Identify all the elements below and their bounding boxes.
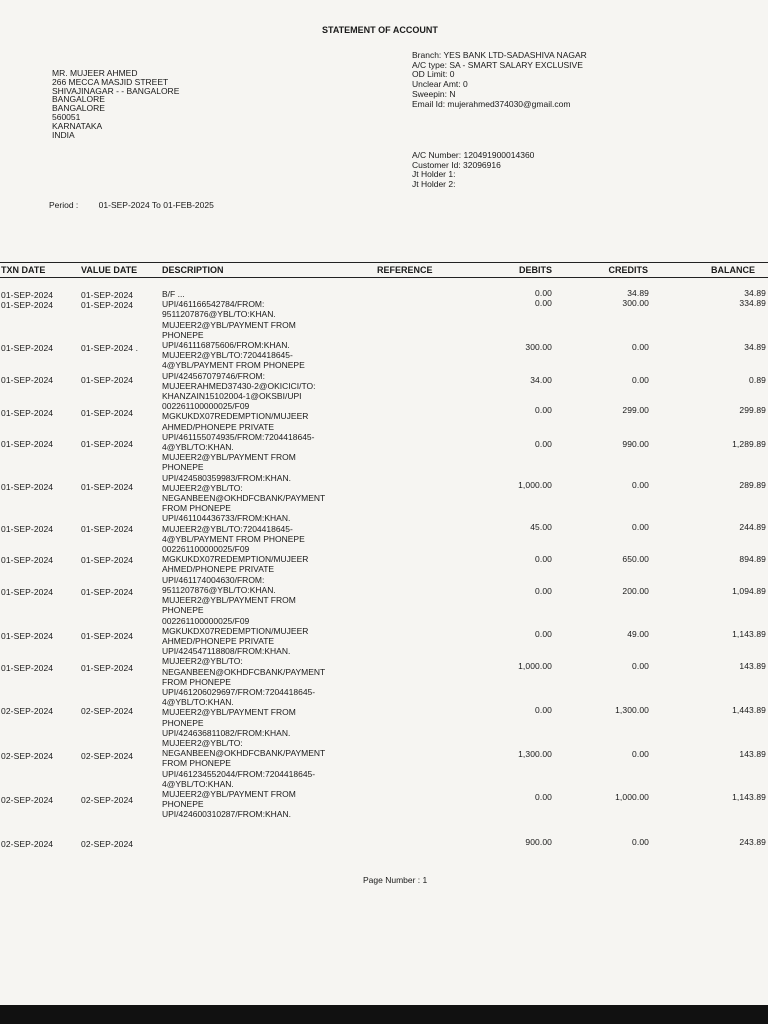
description-line: UPI/424636811082/FROM:KHAN. (162, 727, 291, 738)
description-line: MUJEER2@YBL/TO: (162, 737, 243, 748)
address-line: INDIA (52, 129, 75, 140)
credit-cell: 1,000.00 (615, 792, 649, 802)
value-date-cell: 02-SEP-2024 (81, 795, 134, 805)
page-number: Page Number : 1 (363, 875, 428, 885)
value-date-cell: 01-SEP-2024 (81, 631, 134, 641)
credit-cell: 0.00 (632, 342, 649, 352)
description-line: MGKUKDX07REDEMPTION/MUJEER (162, 554, 309, 565)
description-line: MGKUKDX07REDEMPTION/MUJEER (162, 411, 309, 422)
period-label: Period : (49, 200, 79, 210)
statement-period (49, 200, 214, 210)
address-line: MR. MUJEER AHMED (52, 68, 138, 78)
credit-cell: 300.00 (622, 298, 649, 308)
col-value-date: VALUE DATE (81, 265, 138, 275)
balance-cell: 34.89 (744, 342, 766, 352)
txn-date-cell: 01-SEP-2024 (1, 663, 54, 673)
description-line: MUJEER2@YBL/TO: (162, 482, 243, 493)
description-line: MGKUKDX07REDEMPTION/MUJEER (162, 625, 309, 636)
txn-date-cell: 01-SEP-2024 (1, 375, 54, 385)
value-date-cell: 01-SEP-2024 (81, 663, 134, 673)
debit-cell: 900.00 (525, 837, 552, 847)
debit-cell: 0.00 (535, 554, 552, 564)
address-line: KARNATAKA (52, 120, 103, 131)
credit-cell: 0.00 (632, 375, 649, 385)
value-date-cell: 01-SEP-2024 (81, 375, 134, 385)
value-date-cell: 02-SEP-2024 (81, 839, 134, 849)
debit-cell: 1,000.00 (518, 480, 552, 490)
header-bottom-rule (0, 277, 768, 278)
description-line: MUJEER2@YBL/TO:7204418645- (162, 523, 293, 534)
description-line: UPI/461174004630/FROM: (162, 574, 265, 585)
col-credits: CREDITS (608, 265, 648, 275)
txn-date-cell: 01-SEP-2024 (1, 482, 54, 492)
description-line: FROM PHONEPE (162, 676, 231, 687)
value-date-cell: 01-SEP-2024 (81, 439, 134, 449)
description-line: 4@YBL/PAYMENT FROM PHONEPE (162, 533, 305, 544)
description-line: UPI/461206029697/FROM:7204418645- (162, 686, 316, 697)
credit-cell: 34.89 (627, 288, 649, 298)
description-line: UPI/424600310287/FROM:KHAN. (162, 809, 291, 820)
description-line: UPI/424567079746/FROM: (162, 370, 266, 381)
txn-date-cell: 01-SEP-2024 (1, 587, 54, 597)
debit-cell: 0.00 (535, 705, 552, 715)
col-balance: BALANCE (711, 265, 755, 275)
balance-cell: 143.89 (739, 749, 766, 759)
value-date-cell: 01-SEP-2024 (81, 408, 134, 418)
balance-cell: 0.89 (749, 375, 766, 385)
email-line: Email Id: mujerahmed374030@gmail.com (412, 98, 571, 109)
address-line: BANGALORE (52, 103, 105, 114)
value-date-cell: 01-SEP-2024 (81, 300, 134, 310)
credit-cell: 990.00 (622, 439, 649, 449)
debit-cell: 0.00 (535, 288, 552, 298)
description-line: UPI/461234552044/FROM:7204418645- (162, 768, 316, 779)
account-info (412, 151, 534, 190)
balance-cell: 299.89 (739, 405, 766, 415)
description-line: PHONEPE (162, 462, 204, 473)
description-line: AHMED/PHONEPE PRIVATE (162, 635, 275, 646)
description-line: UPI/461116875606/FROM:KHAN. (162, 340, 290, 351)
txn-date-cell: 01-SEP-2024 (1, 555, 54, 565)
unclear-amount-line: Unclear Amt: 0 (412, 79, 468, 90)
description-line: MUJEER2@YBL/TO: (162, 656, 243, 667)
description-line: MUJEERAHMED37430-2@OKICICI/TO: (162, 380, 316, 391)
description-line: UPI/461104436733/FROM:KHAN. (162, 513, 291, 524)
balance-cell: 1,143.89 (732, 792, 766, 802)
debit-cell: 1,300.00 (518, 749, 552, 759)
txn-date-cell: 01-SEP-2024 (1, 439, 54, 449)
balance-cell: 243.89 (739, 837, 766, 847)
customer-id-line: Customer Id: 32096916 (412, 159, 501, 170)
balance-cell: 244.89 (739, 522, 766, 532)
joint-holder-1-line: Jt Holder 1: (412, 169, 456, 180)
description-line: KHANZAIN15102004-1@OKSBI/UPI (162, 391, 302, 402)
description-line: FROM PHONEPE (162, 758, 231, 769)
joint-holder-2-line: Jt Holder 2: (412, 179, 456, 190)
description-line: MUJEER2@YBL/PAYMENT FROM (162, 452, 296, 463)
col-txn-date: TXN DATE (1, 265, 46, 275)
description-line: 4@YBL/TO:KHAN. (162, 442, 234, 453)
description-line: MUJEER2@YBL/PAYMENT FROM (162, 595, 296, 606)
account-number-line: A/C Number: 120491900014360 (412, 150, 535, 160)
credit-cell: 1,300.00 (615, 705, 649, 715)
debit-cell: 1,000.00 (518, 661, 552, 671)
description-line: 4@YBL/TO:KHAN. (162, 778, 234, 789)
balance-cell: 1,143.89 (732, 629, 766, 639)
debit-cell: 0.00 (535, 405, 552, 415)
address-line: BANGALORE (52, 94, 105, 105)
col-description: DESCRIPTION (162, 265, 224, 275)
txn-date-cell: 01-SEP-2024 (1, 631, 54, 641)
credit-cell: 299.00 (622, 405, 649, 415)
description-line: 4@YBL/TO:KHAN. (162, 697, 234, 708)
description-line: UPI/424580359983/FROM:KHAN. (162, 472, 291, 483)
debit-cell: 0.00 (535, 298, 552, 308)
description-line: PHONEPE (162, 717, 204, 728)
branch-line: Branch: YES BANK LTD-SADASHIVA NAGAR (412, 50, 587, 60)
od-limit-line: OD Limit: 0 (412, 69, 455, 80)
account-type-line: A/C type: SA - SMART SALARY EXCLUSIVE (412, 59, 583, 70)
header-top-rule (0, 262, 768, 263)
txn-date-cell: 02-SEP-2024 (1, 751, 54, 761)
value-date-cell: 02-SEP-2024 (81, 706, 134, 716)
credit-cell: 0.00 (632, 837, 649, 847)
balance-cell: 1,289.89 (732, 439, 766, 449)
description-line: MUJEER2@YBL/PAYMENT FROM (162, 788, 296, 799)
description-line: PHONEPE (162, 799, 204, 810)
txn-date-cell: 01-SEP-2024 (1, 300, 54, 310)
txn-date-cell: 01-SEP-2024 (1, 290, 54, 300)
value-date-cell: 02-SEP-2024 (81, 751, 134, 761)
description-line: NEGANBEEN@OKHDFCBANK/PAYMENT (162, 748, 326, 759)
txn-date-cell: 02-SEP-2024 (1, 839, 54, 849)
description-line: NEGANBEEN@OKHDFCBANK/PAYMENT (162, 666, 326, 677)
debit-cell: 0.00 (535, 439, 552, 449)
value-date-cell: 01-SEP-2024 . (81, 343, 139, 353)
description-column (162, 289, 325, 820)
balance-cell: 1,094.89 (732, 586, 766, 596)
description-line: MUJEER2@YBL/PAYMENT FROM (162, 319, 296, 330)
col-reference: REFERENCE (377, 265, 433, 275)
balance-cell: 334.89 (739, 298, 766, 308)
description-line: 002261100000025/F09 (162, 544, 250, 555)
address-line: 266 MECCA MASJID STREET (52, 76, 169, 87)
description-line: UPI/461155074935/FROM:7204418645- (162, 431, 315, 442)
debit-cell: 45.00 (530, 522, 552, 532)
col-debits: DEBITS (518, 265, 552, 275)
credit-cell: 200.00 (622, 586, 649, 596)
description-line: AHMED/PHONEPE PRIVATE (162, 421, 275, 432)
value-date-cell: 01-SEP-2024 (81, 290, 134, 300)
balance-cell: 1,443.89 (732, 705, 766, 715)
txn-date-cell: 01-SEP-2024 (1, 343, 54, 353)
credit-cell: 0.00 (632, 749, 649, 759)
description-line: MUJEER2@YBL/TO:7204418645- (162, 350, 293, 361)
description-line: UPI/424547118808/FROM:KHAN. (162, 646, 291, 657)
debit-cell: 0.00 (535, 629, 552, 639)
value-date-cell: 01-SEP-2024 (81, 482, 134, 492)
description-line: 4@YBL/PAYMENT FROM PHONEPE (162, 360, 305, 371)
credit-cell: 650.00 (622, 554, 649, 564)
credit-cell: 49.00 (627, 629, 649, 639)
description-line: NEGANBEEN@OKHDFCBANK/PAYMENT (162, 493, 326, 504)
txn-date-cell: 01-SEP-2024 (1, 524, 54, 534)
debit-cell: 300.00 (525, 342, 552, 352)
address-line: SHIVAJINAGAR - - BANGALORE (52, 85, 180, 96)
debit-cell: 0.00 (535, 586, 552, 596)
customer-address (52, 69, 179, 139)
description-line: 002261100000025/F09 (162, 401, 250, 412)
description-line: PHONEPE (162, 329, 204, 340)
description-line: PHONEPE (162, 605, 204, 616)
debit-cell: 0.00 (535, 792, 552, 802)
description-line: MUJEER2@YBL/PAYMENT FROM (162, 707, 296, 718)
scan-bottom-edge (0, 1005, 768, 1024)
value-date-cell: 01-SEP-2024 (81, 555, 134, 565)
statement-title: STATEMENT OF ACCOUNT (322, 25, 438, 35)
balance-cell: 894.89 (739, 554, 766, 564)
balance-cell: 143.89 (739, 661, 766, 671)
description-line: FROM PHONEPE (162, 503, 231, 514)
txn-date-cell: 02-SEP-2024 (1, 795, 54, 805)
balance-cell: 34.89 (744, 288, 766, 298)
credit-cell: 0.00 (632, 522, 649, 532)
description-line: 002261100000025/F09 (162, 615, 250, 626)
description-line: AHMED/PHONEPE PRIVATE (162, 564, 275, 575)
description-line: UPI/461166542784/FROM: (162, 299, 265, 310)
balance-cell: 289.89 (739, 480, 766, 490)
address-line: 560051 (52, 111, 81, 122)
description-line: 9511207876@YBL/TO:KHAN. (162, 309, 276, 320)
credit-cell: 0.00 (632, 480, 649, 490)
value-date-cell: 01-SEP-2024 (81, 587, 134, 597)
description-line: 9511207876@YBL/TO:KHAN. (162, 584, 276, 595)
branch-info (412, 51, 587, 109)
debit-cell: 34.00 (530, 375, 552, 385)
txn-date-cell: 02-SEP-2024 (1, 706, 54, 716)
value-date-cell: 01-SEP-2024 (81, 524, 134, 534)
sweepin-line: Sweepin: N (412, 88, 456, 99)
credit-cell: 0.00 (632, 661, 649, 671)
description-line: B/F ... (162, 289, 185, 299)
txn-date-cell: 01-SEP-2024 (1, 408, 54, 418)
period-value: 01-SEP-2024 To 01-FEB-2025 (98, 200, 214, 210)
